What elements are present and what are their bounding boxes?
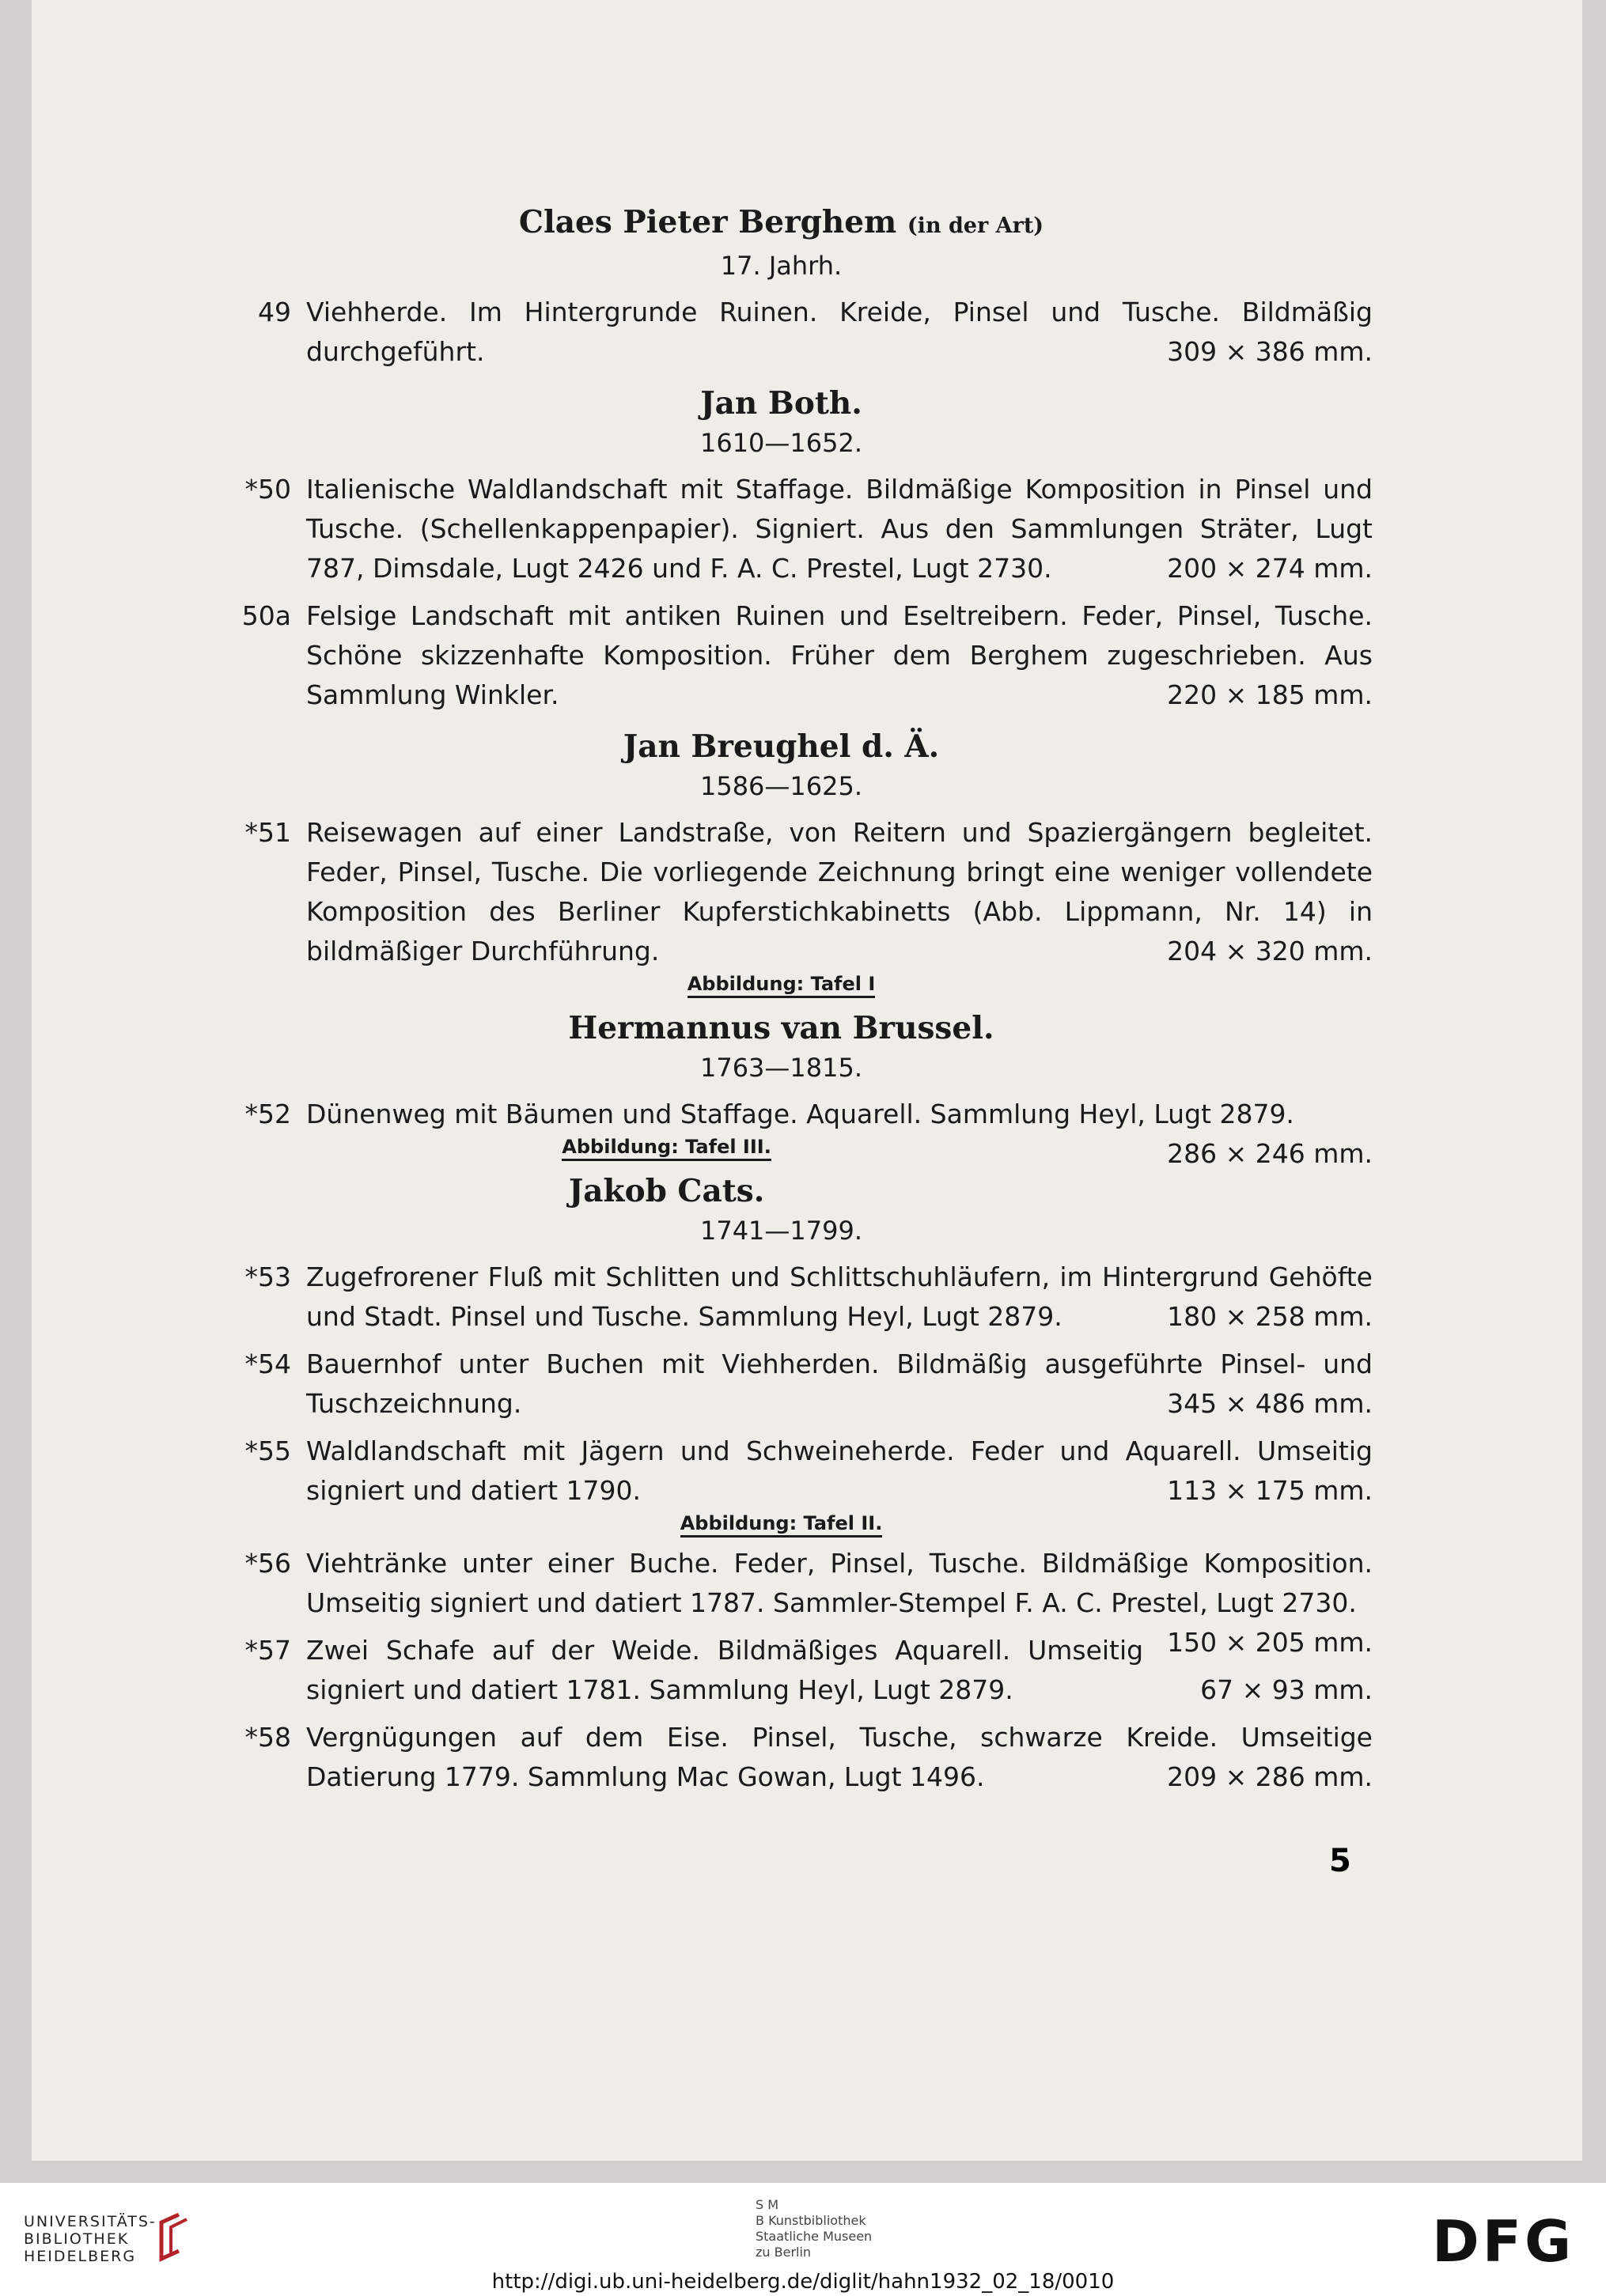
entry-dimensions: 150 × 205 mm. [1167,1627,1373,1658]
entry-dimensions: 220 × 185 mm. [1167,679,1373,710]
entry-description: Waldlandschaft mit Jägern und Schweineherde. Feder und Aquarell. Umseitig signiert und datiert 1790. [306,1435,1373,1506]
viewer-footer [0,2183,1606,2296]
entry-description: Bauernhof unter Buchen mit Viehherden. Bildmäßig ausgeführte Pinsel- und Tuschzeichnung. [306,1348,1373,1419]
entry-description: Viehtränke unter einer Buche. Feder, Pinsel, Tusche. Bildmäßige Komposition. Umseitig signiert und datiert 1787. Sammler-Stempel F. A. C. Prestel, Lugt 2730. [306,1548,1373,1618]
entry-number: 50a [241,600,291,631]
entry-description: Italienische Waldlandschaft mit Staffage. Bildmäßige Komposition in Pinsel und Tusche. (Schellenkappenpapier). Signiert. Aus den Sammlungen Sträter, Lugt 787, Dimsdale, Lugt 2426 und F. A. C. Prestel, Lugt 2730. [306,474,1373,584]
catalogue-entry [190,1631,1373,1710]
plate-label: Abbildung: Tafel I [687,973,876,998]
plate-reference [190,971,1373,997]
catalogue-content [190,202,1373,1797]
museum-stamp: S M B Kunstbibliothek Staatliche Museen zu Berlin [756,2197,873,2260]
entry-number: *56 [244,1548,291,1579]
entry-description: Dünenweg mit Bäumen und Staffage. Aquarell. Sammlung Heyl, Lugt 2879. [306,1099,1294,1129]
entry-description: Reisewagen auf einer Landstraße, von Reitern und Spaziergängern begleitet. Feder, Pinsel, Tusche. Die vorliegende Zeichnung bringt eine weniger vollendete Komposition des Berliner Kupferstichkabinetts (Abb. Lippmann, Nr. 14) in bildmäßiger Durchführung. [306,817,1373,966]
artist-heading [190,726,1373,767]
catalogue-entry [190,293,1373,372]
catalogue-entry [190,1345,1373,1424]
entry-dimensions: 180 × 258 mm. [1167,1301,1373,1332]
catalogue-entry [190,1258,1373,1337]
document-page [32,0,1582,2161]
entry-dimensions: 345 × 486 mm. [1167,1388,1373,1419]
artist-heading [190,202,1373,247]
artist-name: Jan Both. [700,385,862,422]
plate-reference [190,1511,1373,1536]
artist-heading [190,1171,1373,1212]
entry-dimensions: 204 × 320 mm. [1167,936,1373,966]
page-url-link[interactable]: http://digi.ub.uni-heidelberg.de/diglit/hahn1932_02_18/0010 [491,2270,1115,2294]
entry-number: *55 [244,1435,291,1466]
entry-description: Zugefrorener Fluß mit Schlitten und Schlittschuhläufern, im Hintergrund Gehöfte und Stadt. Pinsel und Tusche. Sammlung Heyl, Lugt 2879. [306,1261,1373,1332]
artist-name: Jakob Cats. [568,1173,765,1209]
artist-dates: 1610—1652. [699,428,863,458]
entry-number: *58 [244,1722,291,1753]
artist-dates: 1763—1815. [699,1053,863,1083]
dfg-logo[interactable]: DFG [1432,2208,1575,2275]
entry-number: *54 [244,1348,291,1379]
entry-description: Vergnügungen auf dem Eise. Pinsel, Tusche, schwarze Kreide. Umseitige Datierung 1779. Sammlung Mac Gowan, Lugt 1496. [306,1722,1373,1792]
artist-name: Hermannus van Brussel. [568,1010,994,1046]
artist-name: Claes Pieter Berghem [518,204,897,240]
entry-description: Felsige Landschaft mit antiken Ruinen und Eseltreibern. Feder, Pinsel, Tusche. Schöne skizzenhafte Komposition. Früher dem Berghem zugeschrieben. Aus Sammlung Winkler. [306,600,1373,710]
artist-heading [190,383,1373,424]
artist-heading [190,1008,1373,1049]
page-number: 5 [1329,1843,1351,1879]
entry-dimensions: 67 × 93 mm. [1200,1674,1373,1705]
entry-number: *50 [244,474,291,505]
entry-number: *53 [244,1261,291,1292]
artist-dates: 17. Jahrh. [720,251,843,281]
artist-dates: 1741—1799. [699,1216,863,1246]
entry-description: Zwei Schafe auf der Weide. Bildmäßiges Aquarell. Umseitig signiert und datiert 1781. Sammlung Heyl, Lugt 2879. [306,1635,1144,1705]
catalogue-entry [190,1432,1373,1511]
artist-note: (in der Art) [907,214,1044,238]
library-logo-icon[interactable] [155,2211,195,2262]
entry-number: *52 [244,1099,291,1129]
artist-name: Jan Breughel d. Ä. [623,728,940,765]
entry-dimensions: 209 × 286 mm. [1167,1761,1373,1792]
artist-dates: 1586—1625. [699,771,863,801]
entry-description: Viehherde. Im Hintergrunde Ruinen. Kreide, Pinsel und Tusche. Bildmäßig durchgeführt. [306,297,1373,367]
entry-number: *51 [244,817,291,848]
entry-dimensions: 309 × 386 mm. [1167,336,1373,367]
entry-dimensions: 200 × 274 mm. [1167,553,1373,584]
entry-number: 49 [258,297,291,327]
plate-label: Abbildung: Tafel III. [562,1136,771,1161]
catalogue-entry [190,596,1373,715]
catalogue-entry [190,813,1373,971]
entry-number: *57 [244,1635,291,1666]
entry-dimensions: 286 × 246 mm. [1167,1138,1373,1169]
plate-label: Abbildung: Tafel II. [680,1512,883,1538]
catalogue-entry [190,1718,1373,1797]
library-name[interactable]: UNIVERSITÄTS- BIBLIOTHEK HEIDELBERG [24,2213,157,2265]
entry-dimensions: 113 × 175 mm. [1167,1475,1373,1506]
catalogue-entry [190,470,1373,588]
